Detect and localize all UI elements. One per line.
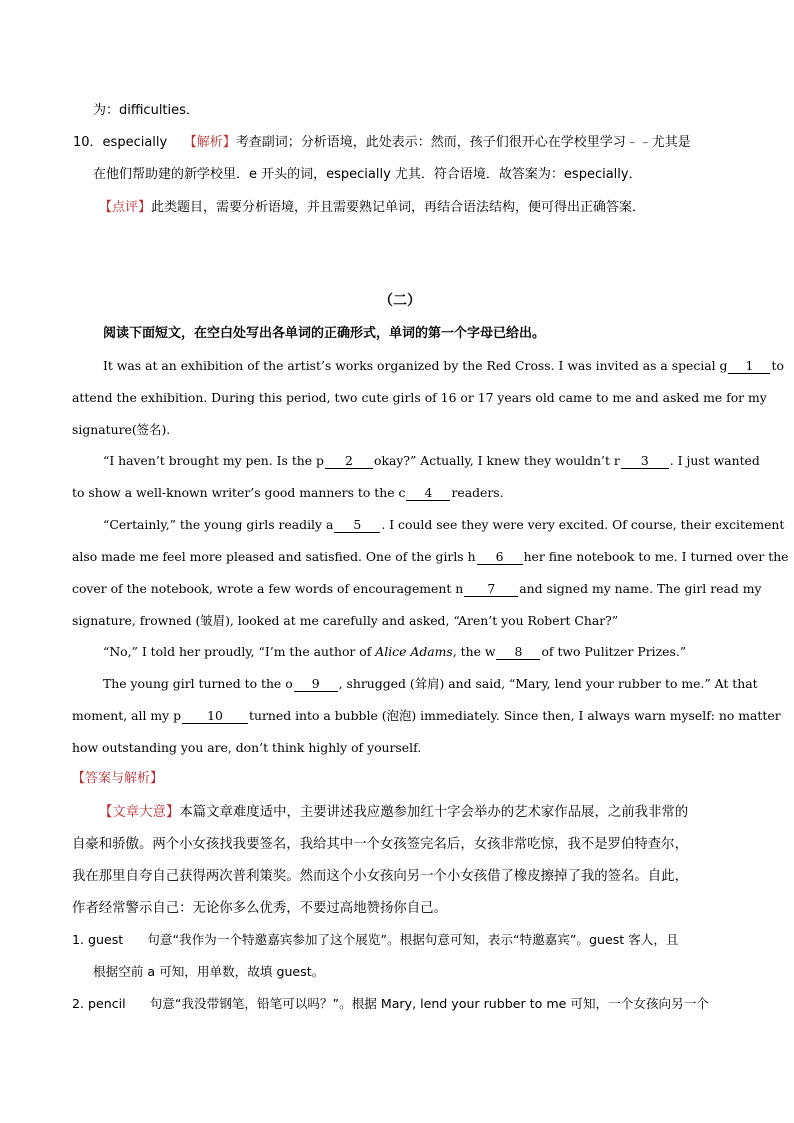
answer-2-label: 2. pencil [72, 996, 126, 1011]
answer-1-text: 句意“我作为一个特邀嘉宾参加了这个展览”。根据句意可知，表示“特邀嘉宾”。guest 客人，且 [147, 932, 679, 947]
answer-2-text: 句意“我没带钢笔，铅笔可以吗？”。根据 Mary, lend your rubber to me 可知，一个女孩向另一个 [149, 996, 709, 1011]
question-number: 10． [73, 135, 103, 150]
passage-text: also made me feel more pleased and satisfied. One of the girls h [72, 549, 476, 564]
passage-text: , the w [452, 644, 496, 659]
answers-heading: 【答案与解析】 [72, 771, 164, 786]
answer-1-label: 1. guest [72, 932, 124, 947]
passage-line: signature, frowned (皱眉), looked at me carefully and asked, “Aren’t you Robert Char?” [72, 613, 619, 628]
blank-5: 5 [334, 518, 380, 533]
passage-line [72, 580, 761, 598]
passage-text: and signed my name. The girl read my [519, 581, 762, 596]
summary-line: 我在那里自夸自己获得两次普利策奖。然而这个小女孩向另一个小女孩借了橡皮擦掉了我的签名。自此， [72, 869, 688, 884]
comment-line [99, 199, 645, 217]
passage-text: “No,” I told her proudly, “I’m the author of [103, 644, 376, 659]
passage-line [103, 643, 686, 661]
blank-8: 8 [496, 645, 540, 660]
passage-text: cover of the notebook, wrote a few words of encouragement n [72, 581, 464, 596]
passage-line [103, 516, 784, 534]
passage-text: to show a well-known writer’s good manners to the c [72, 485, 406, 500]
blank-9: 9 [294, 677, 338, 692]
section-title: （二） [379, 293, 421, 309]
blank-4: 4 [406, 486, 450, 501]
comment-text: 此类题目，需要分析语境，并且需要熟记单词，再结合语法结构，便可得出正确答案． [151, 200, 646, 215]
blank-2: 2 [325, 454, 373, 469]
passage-line [103, 357, 784, 375]
passage-text: “I haven’t brought my pen. Is the p [103, 453, 324, 468]
passage-text: It was at an exhibition of the artist’s works organized by the Red Cross. I was invited as a special g [103, 358, 728, 373]
answer-1-line-2: 根据空前 a 可知，用单数，故填 guest。 [93, 964, 325, 979]
passage-text: to [771, 358, 784, 373]
summary-line: 作者经常警示自己：无论你多么优秀，不要过高地赞扬你自己。 [72, 901, 447, 916]
answer-2-line [72, 995, 709, 1013]
question-10-line-2: 在他们帮助建的新学校里．e 开头的词，especially 尤其．符合语境．故答案为：especially． [93, 167, 642, 182]
passage-line: signature(签名). [72, 422, 171, 437]
passage-text: turned into a bubble (泡泡) immediately. Since then, I always warn myself: no matter [249, 708, 781, 723]
summary-line [99, 804, 688, 822]
passage-line [103, 452, 760, 470]
summary-text: 本篇文章难度适中，主要讲述我应邀参加红十字会举办的艺术家作品展，之前我非常的 [179, 805, 689, 820]
passage-text: , shrugged (耸肩) and said, “Mary, lend your rubber to me.” At that [338, 676, 758, 691]
blank-10: 10 [182, 709, 248, 724]
passage-line [103, 675, 758, 693]
passage-text: “Certainly,” the young girls readily a [103, 517, 334, 532]
blank-6: 6 [477, 550, 523, 565]
comment-tag: 【点评】 [99, 200, 152, 215]
passage-line [72, 707, 781, 725]
book-title: Alice Adams [375, 644, 453, 659]
section-instruction: 阅读下面短文，在空白处写出各单词的正确形式，单词的第一个字母已给出。 [103, 326, 546, 341]
summary-tag: 【文章大意】 [99, 805, 180, 820]
passage-text: . I could see they were very excited. Of course, their excitement [381, 517, 785, 532]
blank-1: 1 [728, 359, 770, 374]
prev-answer-line: 为：difficulties． [93, 103, 199, 118]
passage-line [72, 484, 504, 502]
passage-line: attend the exhibition. During this period, two cute girls of 16 or 17 years old came to me and asked me for my [72, 390, 767, 405]
passage-text: her fine notebook to me. I turned over the [523, 549, 789, 564]
question-10-line-1 [73, 134, 691, 152]
answer-1-line [72, 931, 679, 949]
passage-text: readers. [451, 485, 504, 500]
passage-text: . I just wanted [669, 453, 760, 468]
answer-word: especially [102, 135, 168, 150]
summary-line: 自豪和骄傲。两个小女孩找我要签名，我给其中一个女孩签完名后，女孩非常吃惊，我不是罗伯特查尔， [72, 837, 688, 852]
passage-text: okay?” Actually, I knew they wouldn’t r [374, 453, 620, 468]
passage-text: moment, all my p [72, 708, 181, 723]
passage-text: of two Pulitzer Prizes.” [541, 644, 687, 659]
passage-line: how outstanding you are, don’t think highly of yourself. [72, 740, 422, 755]
blank-7: 7 [464, 582, 518, 597]
blank-3: 3 [621, 454, 669, 469]
analysis-text: 考查副词；分析语境，此处表示：然而，孩子们很开心在学校里学习﹣﹣尤其是 [235, 135, 691, 150]
passage-text: The young girl turned to the o [103, 676, 293, 691]
analysis-tag: 【解析】 [183, 135, 236, 150]
passage-line [72, 548, 789, 566]
